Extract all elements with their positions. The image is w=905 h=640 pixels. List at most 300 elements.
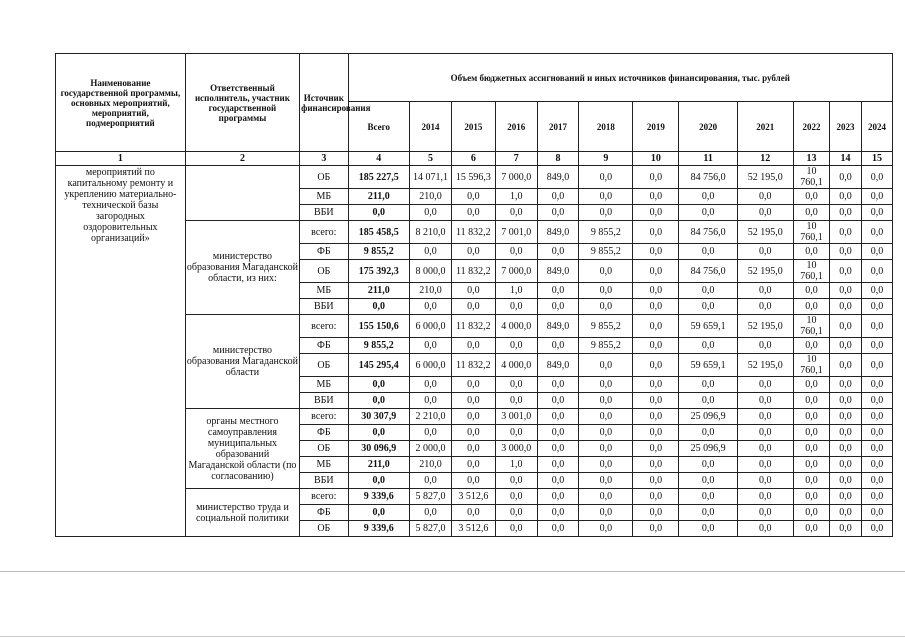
- year-value-cell: 9 855,2: [579, 221, 633, 244]
- year-value-cell: 0,0: [679, 521, 737, 537]
- total-cell: 0,0: [348, 377, 410, 393]
- year-value-cell: 52 195,0: [737, 260, 793, 283]
- year-value-cell: 2 210,0: [410, 409, 452, 425]
- year-value-cell: 14 071,1: [410, 166, 452, 189]
- year-value-cell: 0,0: [737, 473, 793, 489]
- column-number: 14: [830, 152, 862, 166]
- year-value-cell: 0,0: [410, 393, 452, 409]
- total-cell: 0,0: [348, 473, 410, 489]
- year-value-cell: 1,0: [495, 283, 537, 299]
- year-value-cell: 0,0: [737, 521, 793, 537]
- year-value-cell: 84 756,0: [679, 166, 737, 189]
- source-cell: МБ: [300, 457, 348, 473]
- column-number: 4: [348, 152, 410, 166]
- header-year: 2023: [830, 102, 862, 152]
- year-value-cell: 0,0: [579, 377, 633, 393]
- year-value-cell: 0,0: [495, 377, 537, 393]
- column-number: 15: [862, 152, 893, 166]
- year-value-cell: 0,0: [633, 338, 679, 354]
- year-value-cell: 0,0: [793, 489, 829, 505]
- year-value-cell: 0,0: [830, 425, 862, 441]
- year-value-cell: 0,0: [830, 441, 862, 457]
- year-value-cell: 0,0: [679, 299, 737, 315]
- year-value-cell: 0,0: [737, 489, 793, 505]
- year-value-cell: 0,0: [495, 521, 537, 537]
- year-value-cell: 0,0: [633, 283, 679, 299]
- year-value-cell: 0,0: [737, 338, 793, 354]
- header-year: 2016: [495, 102, 537, 152]
- year-value-cell: 0,0: [737, 189, 793, 205]
- header-volume: Объем бюджетных ассигнований и иных источников финансирования, тыс. рублей: [348, 54, 893, 102]
- year-value-cell: 4 000,0: [495, 354, 537, 377]
- year-value-cell: 0,0: [537, 299, 579, 315]
- year-value-cell: 0,0: [451, 425, 495, 441]
- year-value-cell: 25 096,9: [679, 441, 737, 457]
- year-value-cell: 0,0: [537, 425, 579, 441]
- executor-cell: министерство труда и социальной политики: [185, 489, 299, 537]
- year-value-cell: 0,0: [537, 473, 579, 489]
- year-value-cell: 0,0: [633, 489, 679, 505]
- executor-cell: [185, 166, 299, 221]
- source-cell: ОБ: [300, 354, 348, 377]
- year-value-cell: 0,0: [679, 473, 737, 489]
- year-value-cell: 1,0: [495, 457, 537, 473]
- year-value-cell: 0,0: [537, 283, 579, 299]
- total-cell: 211,0: [348, 457, 410, 473]
- year-value-cell: 0,0: [793, 441, 829, 457]
- year-value-cell: 0,0: [579, 521, 633, 537]
- budget-table: [55, 53, 893, 537]
- source-cell: ВБИ: [300, 473, 348, 489]
- year-value-cell: 0,0: [830, 260, 862, 283]
- year-value-cell: 0,0: [862, 315, 893, 338]
- header-year: 2024: [862, 102, 893, 152]
- page-fold-line: [0, 571, 905, 572]
- page-edge-line: [0, 636, 905, 637]
- year-value-cell: 0,0: [830, 473, 862, 489]
- year-value-cell: 6 000,0: [410, 354, 452, 377]
- year-value-cell: 52 195,0: [737, 315, 793, 338]
- year-value-cell: 0,0: [451, 457, 495, 473]
- year-value-cell: 0,0: [830, 205, 862, 221]
- year-value-cell: 84 756,0: [679, 221, 737, 244]
- source-cell: ФБ: [300, 505, 348, 521]
- year-value-cell: 0,0: [830, 457, 862, 473]
- year-value-cell: 0,0: [633, 166, 679, 189]
- year-value-cell: 0,0: [862, 425, 893, 441]
- source-cell: всего:: [300, 315, 348, 338]
- year-value-cell: 0,0: [679, 283, 737, 299]
- year-value-cell: 0,0: [793, 189, 829, 205]
- year-value-cell: 0,0: [830, 244, 862, 260]
- year-value-cell: 0,0: [793, 521, 829, 537]
- source-cell: МБ: [300, 283, 348, 299]
- header-year: 2018: [579, 102, 633, 152]
- program-name-cell: мероприятий по капитальному ремонту и укреплению материально-технической базы загородных оздоровительных организаций»: [56, 166, 186, 537]
- year-value-cell: 0,0: [579, 393, 633, 409]
- year-value-cell: 0,0: [862, 521, 893, 537]
- source-cell: ОБ: [300, 441, 348, 457]
- year-value-cell: 0,0: [679, 377, 737, 393]
- year-value-cell: 0,0: [737, 505, 793, 521]
- year-value-cell: 0,0: [737, 457, 793, 473]
- source-cell: всего:: [300, 489, 348, 505]
- year-value-cell: 4 000,0: [495, 315, 537, 338]
- year-value-cell: 0,0: [537, 205, 579, 221]
- source-cell: ОБ: [300, 166, 348, 189]
- total-cell: 155 150,6: [348, 315, 410, 338]
- year-value-cell: 10 760,1: [793, 166, 829, 189]
- source-cell: ОБ: [300, 260, 348, 283]
- year-value-cell: 0,0: [633, 189, 679, 205]
- year-value-cell: 0,0: [862, 505, 893, 521]
- year-value-cell: 0,0: [633, 393, 679, 409]
- year-value-cell: 0,0: [793, 457, 829, 473]
- source-cell: ВБИ: [300, 205, 348, 221]
- year-value-cell: 7 000,0: [495, 260, 537, 283]
- year-value-cell: 0,0: [579, 205, 633, 221]
- source-cell: МБ: [300, 189, 348, 205]
- year-value-cell: 0,0: [679, 205, 737, 221]
- year-value-cell: 8 000,0: [410, 260, 452, 283]
- header-program: Наименование государственной программы, основных мероприятий, мероприятий, подмероприятий: [56, 54, 186, 152]
- year-value-cell: 0,0: [495, 489, 537, 505]
- year-value-cell: 0,0: [830, 409, 862, 425]
- year-value-cell: 59 659,1: [679, 354, 737, 377]
- year-value-cell: 0,0: [451, 189, 495, 205]
- year-value-cell: 0,0: [451, 338, 495, 354]
- column-number: 3: [300, 152, 348, 166]
- year-value-cell: 0,0: [537, 338, 579, 354]
- column-number: 2: [185, 152, 299, 166]
- executor-cell: органы местного самоуправления муниципальных образований Магаданской области (по согласованию): [185, 409, 299, 489]
- year-value-cell: 0,0: [579, 166, 633, 189]
- column-number: 10: [633, 152, 679, 166]
- table-row: [56, 166, 893, 189]
- total-cell: 145 295,4: [348, 354, 410, 377]
- total-cell: 9 855,2: [348, 338, 410, 354]
- year-value-cell: 3 000,0: [495, 441, 537, 457]
- year-value-cell: 0,0: [830, 315, 862, 338]
- total-cell: 30 307,9: [348, 409, 410, 425]
- year-value-cell: 0,0: [793, 505, 829, 521]
- year-value-cell: 0,0: [451, 283, 495, 299]
- total-cell: 0,0: [348, 425, 410, 441]
- year-value-cell: 0,0: [793, 205, 829, 221]
- year-value-cell: 0,0: [830, 283, 862, 299]
- year-value-cell: 0,0: [495, 505, 537, 521]
- year-value-cell: 0,0: [633, 299, 679, 315]
- year-value-cell: 0,0: [679, 338, 737, 354]
- header-year: 2014: [410, 102, 452, 152]
- year-value-cell: 7 001,0: [495, 221, 537, 244]
- column-number: 1: [56, 152, 186, 166]
- year-value-cell: 5 827,0: [410, 521, 452, 537]
- budget-table-sheet: [55, 53, 893, 537]
- year-value-cell: 0,0: [830, 299, 862, 315]
- year-value-cell: 0,0: [862, 166, 893, 189]
- year-value-cell: 6 000,0: [410, 315, 452, 338]
- year-value-cell: 2 000,0: [410, 441, 452, 457]
- total-cell: 9 855,2: [348, 244, 410, 260]
- source-cell: всего:: [300, 221, 348, 244]
- year-value-cell: 0,0: [410, 299, 452, 315]
- year-value-cell: 0,0: [451, 409, 495, 425]
- year-value-cell: 3 512,6: [451, 521, 495, 537]
- year-value-cell: 10 760,1: [793, 315, 829, 338]
- year-value-cell: 0,0: [579, 441, 633, 457]
- year-value-cell: 52 195,0: [737, 166, 793, 189]
- year-value-cell: 0,0: [537, 489, 579, 505]
- year-value-cell: 11 832,2: [451, 354, 495, 377]
- year-value-cell: 0,0: [537, 393, 579, 409]
- year-value-cell: 0,0: [862, 354, 893, 377]
- total-cell: 185 458,5: [348, 221, 410, 244]
- year-value-cell: 0,0: [579, 505, 633, 521]
- year-value-cell: 9 855,2: [579, 244, 633, 260]
- column-number: 9: [579, 152, 633, 166]
- year-value-cell: 0,0: [830, 166, 862, 189]
- year-value-cell: 8 210,0: [410, 221, 452, 244]
- year-value-cell: 0,0: [633, 354, 679, 377]
- header-executor: Ответственный исполнитель, участник государственной программы: [185, 54, 299, 152]
- year-value-cell: 849,0: [537, 166, 579, 189]
- year-value-cell: 0,0: [679, 393, 737, 409]
- year-value-cell: 0,0: [793, 473, 829, 489]
- source-cell: ВБИ: [300, 393, 348, 409]
- year-value-cell: 0,0: [537, 189, 579, 205]
- year-value-cell: 0,0: [633, 457, 679, 473]
- year-value-cell: 0,0: [495, 244, 537, 260]
- year-value-cell: 0,0: [737, 425, 793, 441]
- year-value-cell: 0,0: [410, 425, 452, 441]
- year-value-cell: 0,0: [633, 260, 679, 283]
- year-value-cell: 0,0: [633, 505, 679, 521]
- column-number: 13: [793, 152, 829, 166]
- year-value-cell: 15 596,3: [451, 166, 495, 189]
- year-value-cell: 0,0: [537, 505, 579, 521]
- year-value-cell: 11 832,2: [451, 315, 495, 338]
- year-value-cell: 0,0: [793, 338, 829, 354]
- total-cell: 0,0: [348, 205, 410, 221]
- year-value-cell: 0,0: [495, 473, 537, 489]
- year-value-cell: 0,0: [679, 244, 737, 260]
- source-cell: МБ: [300, 377, 348, 393]
- year-value-cell: 0,0: [679, 505, 737, 521]
- column-number: 6: [451, 152, 495, 166]
- year-value-cell: 0,0: [495, 205, 537, 221]
- year-value-cell: 0,0: [579, 409, 633, 425]
- year-value-cell: 0,0: [679, 489, 737, 505]
- year-value-cell: 1,0: [495, 189, 537, 205]
- year-value-cell: 0,0: [451, 377, 495, 393]
- year-value-cell: 0,0: [579, 473, 633, 489]
- year-value-cell: 0,0: [830, 521, 862, 537]
- year-value-cell: 0,0: [410, 505, 452, 521]
- header-year: 2019: [633, 102, 679, 152]
- year-value-cell: 0,0: [633, 377, 679, 393]
- year-value-cell: 0,0: [451, 441, 495, 457]
- header-year: 2015: [451, 102, 495, 152]
- year-value-cell: 210,0: [410, 189, 452, 205]
- source-cell: ФБ: [300, 244, 348, 260]
- header-total: Всего: [348, 102, 410, 152]
- year-value-cell: 0,0: [451, 473, 495, 489]
- year-value-cell: 0,0: [537, 409, 579, 425]
- year-value-cell: 0,0: [862, 221, 893, 244]
- header-year: 2017: [537, 102, 579, 152]
- source-cell: ФБ: [300, 338, 348, 354]
- year-value-cell: 3 512,6: [451, 489, 495, 505]
- year-value-cell: 0,0: [793, 244, 829, 260]
- year-value-cell: 0,0: [579, 299, 633, 315]
- year-value-cell: 0,0: [579, 354, 633, 377]
- column-number: 7: [495, 152, 537, 166]
- total-cell: 0,0: [348, 299, 410, 315]
- year-value-cell: 0,0: [737, 283, 793, 299]
- year-value-cell: 0,0: [537, 377, 579, 393]
- source-cell: ОБ: [300, 521, 348, 537]
- source-cell: ФБ: [300, 425, 348, 441]
- year-value-cell: 0,0: [737, 244, 793, 260]
- total-cell: 9 339,6: [348, 489, 410, 505]
- year-value-cell: 0,0: [451, 205, 495, 221]
- year-value-cell: 0,0: [633, 244, 679, 260]
- column-number: 12: [737, 152, 793, 166]
- year-value-cell: 0,0: [862, 393, 893, 409]
- year-value-cell: 0,0: [537, 457, 579, 473]
- year-value-cell: 0,0: [451, 505, 495, 521]
- year-value-cell: 0,0: [862, 473, 893, 489]
- year-value-cell: 84 756,0: [679, 260, 737, 283]
- year-value-cell: 0,0: [633, 473, 679, 489]
- year-value-cell: 0,0: [633, 441, 679, 457]
- year-value-cell: 0,0: [793, 377, 829, 393]
- year-value-cell: 0,0: [537, 244, 579, 260]
- year-value-cell: 0,0: [679, 189, 737, 205]
- year-value-cell: 11 832,2: [451, 221, 495, 244]
- total-cell: 9 339,6: [348, 521, 410, 537]
- year-value-cell: 52 195,0: [737, 221, 793, 244]
- year-value-cell: 0,0: [793, 299, 829, 315]
- year-value-cell: 0,0: [830, 489, 862, 505]
- year-value-cell: 0,0: [633, 425, 679, 441]
- year-value-cell: 0,0: [410, 473, 452, 489]
- year-value-cell: 0,0: [793, 409, 829, 425]
- year-value-cell: 0,0: [862, 299, 893, 315]
- total-cell: 175 392,3: [348, 260, 410, 283]
- year-value-cell: 849,0: [537, 354, 579, 377]
- source-cell: всего:: [300, 409, 348, 425]
- year-value-cell: 0,0: [862, 377, 893, 393]
- year-value-cell: 0,0: [862, 409, 893, 425]
- year-value-cell: 0,0: [537, 441, 579, 457]
- year-value-cell: 0,0: [579, 457, 633, 473]
- year-value-cell: 0,0: [495, 425, 537, 441]
- year-value-cell: 0,0: [737, 409, 793, 425]
- year-value-cell: 5 827,0: [410, 489, 452, 505]
- year-value-cell: 52 195,0: [737, 354, 793, 377]
- header-year: 2021: [737, 102, 793, 152]
- year-value-cell: 0,0: [862, 244, 893, 260]
- year-value-cell: 0,0: [410, 205, 452, 221]
- year-value-cell: 0,0: [862, 441, 893, 457]
- executor-cell: министерство образования Магаданской области: [185, 315, 299, 409]
- total-cell: 0,0: [348, 393, 410, 409]
- year-value-cell: 0,0: [633, 205, 679, 221]
- year-value-cell: 0,0: [579, 489, 633, 505]
- year-value-cell: 0,0: [495, 299, 537, 315]
- year-value-cell: 0,0: [862, 338, 893, 354]
- column-number: 8: [537, 152, 579, 166]
- year-value-cell: 0,0: [737, 441, 793, 457]
- year-value-cell: 0,0: [862, 489, 893, 505]
- year-value-cell: 0,0: [737, 377, 793, 393]
- column-number: 11: [679, 152, 737, 166]
- year-value-cell: 0,0: [830, 354, 862, 377]
- source-cell: ВБИ: [300, 299, 348, 315]
- year-value-cell: 0,0: [862, 205, 893, 221]
- executor-cell: министерство образования Магаданской области, из них:: [185, 221, 299, 315]
- year-value-cell: 0,0: [579, 189, 633, 205]
- year-value-cell: 10 760,1: [793, 260, 829, 283]
- year-value-cell: 0,0: [862, 189, 893, 205]
- year-value-cell: 0,0: [579, 425, 633, 441]
- year-value-cell: 0,0: [633, 521, 679, 537]
- year-value-cell: 0,0: [793, 425, 829, 441]
- year-value-cell: 0,0: [737, 205, 793, 221]
- total-cell: 211,0: [348, 189, 410, 205]
- year-value-cell: 0,0: [537, 521, 579, 537]
- year-value-cell: 0,0: [633, 315, 679, 338]
- header-year: 2022: [793, 102, 829, 152]
- year-value-cell: 0,0: [579, 283, 633, 299]
- year-value-cell: 0,0: [633, 409, 679, 425]
- year-value-cell: 849,0: [537, 260, 579, 283]
- column-number: 5: [410, 152, 452, 166]
- year-value-cell: 849,0: [537, 315, 579, 338]
- year-value-cell: 0,0: [830, 338, 862, 354]
- year-value-cell: 0,0: [495, 393, 537, 409]
- year-value-cell: 0,0: [633, 221, 679, 244]
- year-value-cell: 0,0: [830, 221, 862, 244]
- year-value-cell: 210,0: [410, 283, 452, 299]
- total-cell: 185 227,5: [348, 166, 410, 189]
- year-value-cell: 0,0: [862, 457, 893, 473]
- year-value-cell: 0,0: [679, 457, 737, 473]
- year-value-cell: 7 000,0: [495, 166, 537, 189]
- year-value-cell: 10 760,1: [793, 354, 829, 377]
- total-cell: 30 096,9: [348, 441, 410, 457]
- total-cell: 211,0: [348, 283, 410, 299]
- year-value-cell: 59 659,1: [679, 315, 737, 338]
- year-value-cell: 25 096,9: [679, 409, 737, 425]
- year-value-cell: 0,0: [793, 393, 829, 409]
- year-value-cell: 0,0: [830, 189, 862, 205]
- year-value-cell: 0,0: [830, 505, 862, 521]
- year-value-cell: 0,0: [830, 393, 862, 409]
- year-value-cell: 0,0: [410, 338, 452, 354]
- year-value-cell: 849,0: [537, 221, 579, 244]
- year-value-cell: 3 001,0: [495, 409, 537, 425]
- year-value-cell: 0,0: [862, 283, 893, 299]
- year-value-cell: 210,0: [410, 457, 452, 473]
- year-value-cell: 0,0: [495, 338, 537, 354]
- year-value-cell: 0,0: [579, 260, 633, 283]
- year-value-cell: 0,0: [793, 283, 829, 299]
- year-value-cell: 0,0: [737, 299, 793, 315]
- year-value-cell: 0,0: [451, 393, 495, 409]
